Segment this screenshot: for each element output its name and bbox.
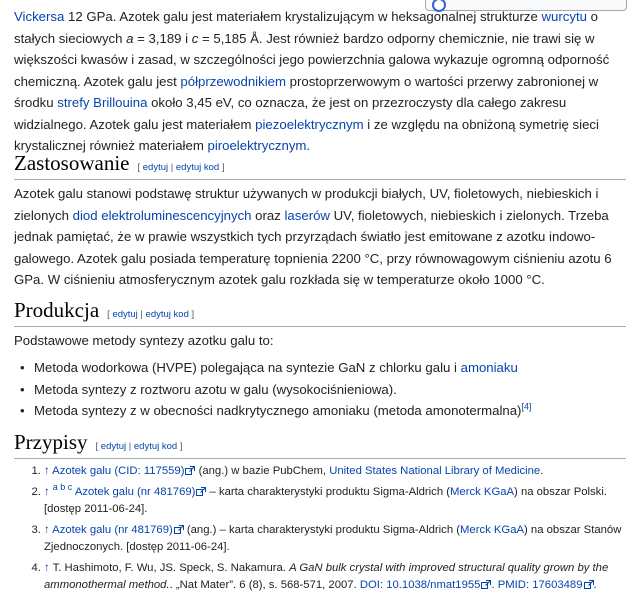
bracket: ] xyxy=(177,441,183,452)
text: – karta charakterystyki produktu Sigma-Aldrich ( xyxy=(206,485,451,498)
ref-link[interactable]: Azotek galu (nr 481769) xyxy=(52,523,173,536)
text: . xyxy=(491,579,498,591)
link-lasery[interactable]: laserów xyxy=(284,207,330,223)
paragraph-zastosowanie xyxy=(14,183,630,291)
external-link-icon xyxy=(481,580,491,589)
backlink-arrow: ↑ xyxy=(44,485,50,498)
doi-link[interactable]: DOI: 10.1038/nmat1955 xyxy=(359,579,481,591)
text: . „Nat Mater”. 6 (8), s. 568-571, 2007. xyxy=(169,579,360,591)
text: ) na obszar Stanów Zjednoczonych. [dostęp 2011-06-24]. xyxy=(44,523,622,553)
edit-section-links xyxy=(107,309,194,320)
link-amoniak[interactable]: amoniaku xyxy=(460,360,518,375)
link-diody[interactable]: diod elektroluminescencyjnych xyxy=(72,207,252,223)
article-title: A GaN bulk crystal with improved structural quality grown by the ammonothermal method. xyxy=(44,561,609,591)
separator: | xyxy=(137,309,146,320)
ref-link[interactable]: Merck KGaA xyxy=(450,485,515,498)
reference-item xyxy=(44,463,630,481)
bracket: [ xyxy=(137,162,143,173)
external-link-icon xyxy=(196,487,206,496)
heading-przypisy xyxy=(14,430,626,459)
bracket: ] xyxy=(219,162,225,173)
backlink-arrow[interactable]: ↑ xyxy=(44,561,50,574)
text: UV, fioletowych, niebieskich i zielonych. Trzeba jednak pamiętać, że w prawie wszystkich tych przyrządach światło jest emitowane z azotku indowo-galowego. Azotek galu posiada temperaturę topnienia 2200 °C, przy równowagowym ciśnieniu azotu 6 GPa. W ciśnieniu atmosferycznym azotek galu rozkłada się w temperaturze około 1000 °C. xyxy=(14,207,612,287)
text: o stałych sieciowych xyxy=(14,9,598,46)
text: (ang.) w bazie PubChem, xyxy=(195,465,330,477)
list-item xyxy=(34,379,630,401)
external-link-icon xyxy=(174,525,184,534)
text: . xyxy=(540,465,544,477)
link-vickers[interactable]: Vickersa xyxy=(14,9,65,24)
external-link-icon xyxy=(185,466,195,475)
heading-text: Zastosowanie xyxy=(14,151,130,175)
ref-link[interactable]: Azotek galu (CID: 117559) xyxy=(52,465,185,477)
edit-link[interactable]: edytuj xyxy=(100,441,127,452)
text: Metoda syntezy z w obecności nadkrytycznego amoniaku (metoda amonotermalna) xyxy=(34,403,522,418)
heading-text: Przypisy xyxy=(14,430,88,454)
text: prostoprzerwowym o wartości przerwy zabronionej w środku xyxy=(14,73,599,110)
text: . xyxy=(593,579,597,591)
reference-item xyxy=(44,560,630,595)
edit-link[interactable]: edytuj xyxy=(142,162,169,173)
text: 12 GPa. Azotek galu jest materiałem krystalizującym w heksagonalnej strukturze xyxy=(64,9,542,24)
edit-section-links xyxy=(137,162,224,173)
bracket: [ xyxy=(107,309,113,320)
ref-link[interactable]: Merck KGaA xyxy=(460,523,525,536)
reference-item xyxy=(44,522,630,557)
heading-text: Produkcja xyxy=(14,298,100,322)
ref-link[interactable]: United States National Library of Medicine xyxy=(329,465,541,477)
heading-zastosowanie xyxy=(14,151,626,180)
link-strefa-brillouina[interactable]: strefy Brillouina xyxy=(57,95,148,110)
var-c: c xyxy=(191,30,199,46)
backlink-letters[interactable]: a b c xyxy=(52,481,73,492)
text: (ang.) – karta charakterystyki produktu Sigma-Aldrich ( xyxy=(183,523,460,536)
methods-list xyxy=(14,357,630,422)
references-list xyxy=(14,463,630,598)
backlink-arrow[interactable]: ↑ xyxy=(44,465,50,477)
heading-produkcja xyxy=(14,298,626,327)
pmid-link[interactable]: PMID: 17603489 xyxy=(497,579,583,591)
bracket: ] xyxy=(188,309,195,320)
var-a: a xyxy=(126,30,134,46)
separator: | xyxy=(126,441,134,452)
text: Metoda wodorkowa (HVPE) polegająca na syntezie GaN z chlorku galu i xyxy=(34,360,461,375)
text: . xyxy=(306,138,311,153)
citation-4[interactable]: [4] xyxy=(521,401,532,412)
paragraph-produkcja-intro: Podstawowe metody syntezy azotku galu to: xyxy=(14,333,274,348)
bracket: [ xyxy=(95,441,101,452)
edit-link[interactable]: edytuj xyxy=(112,309,138,320)
list-item xyxy=(34,357,630,379)
text: T. Hashimoto, F. Wu, JS. Speck, S. Nakamura. xyxy=(52,561,290,574)
link-wurcyt[interactable]: wurcytu xyxy=(541,9,587,24)
text: ) na obszar Polski. [dostęp 2011-06-24]. xyxy=(44,485,607,515)
reference-item xyxy=(44,481,630,519)
edit-source-link[interactable]: edytuj kod xyxy=(133,441,178,452)
ref-link[interactable]: Azotek galu (nr 481769) xyxy=(74,485,196,498)
text: = 3,189 i xyxy=(133,30,192,46)
link-polprzewodnik[interactable]: półprzewodnikiem xyxy=(180,73,286,89)
paragraph-properties xyxy=(14,6,630,157)
separator: | xyxy=(168,162,176,173)
edit-source-link[interactable]: edytuj kod xyxy=(145,309,189,320)
text: około 3,45 eV, co oznacza, że jest on przezroczysty dla całego zakresu widzialnego. Azotek galu jest materiałem xyxy=(14,95,567,132)
text: oraz xyxy=(251,207,285,223)
edit-source-link[interactable]: edytuj kod xyxy=(175,162,220,173)
external-link-icon xyxy=(584,580,594,589)
link-piezoelektryk[interactable]: piezoelektrycznym xyxy=(255,116,364,132)
list-item xyxy=(34,400,630,422)
backlink-arrow[interactable]: ↑ xyxy=(44,523,50,536)
text: i ze względu na obniżoną symetrię sieci krystalicznej również materiałem xyxy=(14,116,599,153)
text: Metoda syntezy z roztworu azotu w galu (wysokociśnieniowa). xyxy=(34,381,397,397)
edit-section-links xyxy=(96,441,183,452)
text: Azotek galu stanowi podstawę struktur używanych w produkcji białych, UV, fioletowych, niebieskich i zielonych xyxy=(14,186,599,223)
text: = 5,185 Å. Jest również bardzo odporny chemicznie, nie trawi się w większości kwasów i zasad, w szczególności jego powierzchnia galowa wykazuje ogromną odporność chemiczną. Azotek galu jest xyxy=(14,30,610,89)
link-piroelektryk[interactable]: piroelektrycznym xyxy=(207,138,307,153)
